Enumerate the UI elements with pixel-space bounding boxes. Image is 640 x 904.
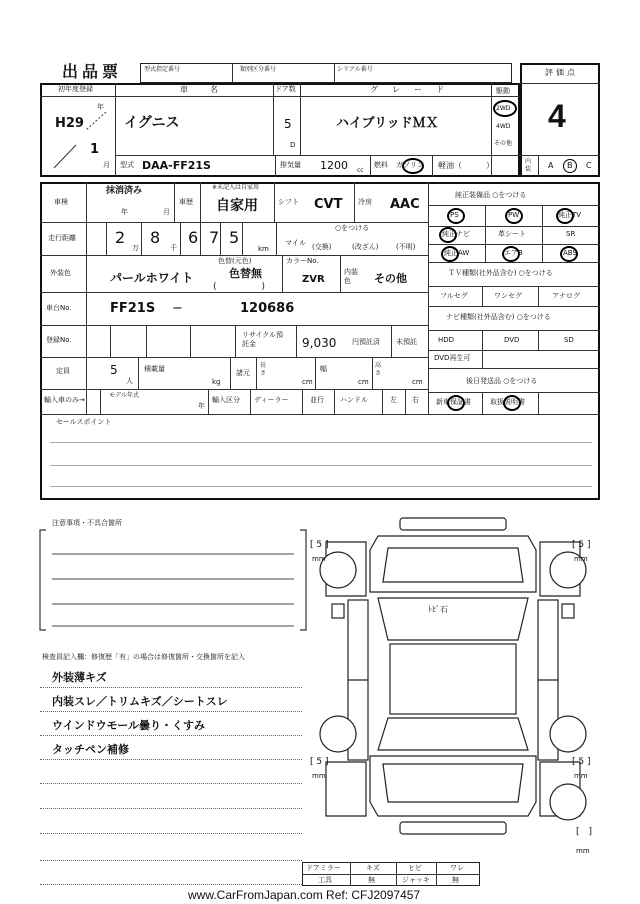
inspector-label: 検査員記入欄：修復歴「有」の場合は修復箇所・交換箇所を記入 xyxy=(42,653,245,661)
drive-other: その他 xyxy=(494,140,513,147)
capacity-unit: 人 xyxy=(126,377,133,385)
navi-hdd: HDD xyxy=(438,336,455,344)
interior-b: B xyxy=(567,161,573,170)
rear-glass xyxy=(378,718,528,750)
repaint-value: 色替無 xyxy=(229,267,262,280)
equipment-title: 純正装備品 ○をつける xyxy=(455,191,527,199)
later-manual-circle xyxy=(503,395,521,411)
repaint-label: 色替(元色) xyxy=(218,257,252,265)
rear-bumper xyxy=(400,822,506,834)
displacement-label: 排気量 xyxy=(280,161,301,169)
hood xyxy=(370,536,536,592)
recycle-label xyxy=(242,331,290,349)
color-no-label: カラーNo. xyxy=(286,257,319,265)
interior-a: A xyxy=(548,161,554,170)
later-warranty-circle xyxy=(447,395,465,411)
tv-title: ＴＶ種類(社外品含む) ○をつける xyxy=(448,269,553,277)
drive-4wd: 4WD xyxy=(496,123,511,130)
chassis-dash: − xyxy=(172,301,183,316)
shift-label: シフト xyxy=(278,198,299,206)
interior-label: 内装 xyxy=(525,158,532,173)
mileage-digit-4: 7 xyxy=(209,228,220,247)
tread-rr: [ 5 ] xyxy=(572,757,591,767)
opt-tamper-text: 改ざん xyxy=(354,243,376,251)
tread-fl-unit: mm xyxy=(312,555,326,563)
tread-rl-value: 5 xyxy=(316,757,323,767)
windshield-note: ﾄﾋﾞ石 xyxy=(428,605,448,614)
parallel-label: 並行 xyxy=(310,396,324,404)
height-cm: cm xyxy=(412,378,423,386)
rating-value: 4 xyxy=(548,98,566,134)
mileage-digit-2: 8 xyxy=(150,228,161,247)
length-cm: cm xyxy=(302,378,313,386)
car-name-value: イグニス xyxy=(124,115,180,131)
year-label: 年 xyxy=(97,103,104,111)
recycle-value: 9,030 xyxy=(302,336,337,350)
month-label: 月 xyxy=(103,161,110,169)
right-label: 右 xyxy=(412,396,419,404)
type-label: 型式 xyxy=(120,161,134,169)
color-value: パールホワイト xyxy=(110,271,194,285)
tread-rl: [ 5 ] xyxy=(310,757,329,767)
shaken-value: 抹消済み xyxy=(106,186,143,196)
tread-fr-unit: mm xyxy=(574,555,588,563)
later-manual: 取扱説明書 xyxy=(490,398,525,406)
recycle-label-text: リサイクル預託金 xyxy=(242,331,284,348)
equip-abs-circle xyxy=(560,246,578,262)
navi-title: ナビ種類(社外品含む) ○をつける xyxy=(446,313,551,321)
color-label: 外装色 xyxy=(50,269,71,277)
equip-aw: 純正AW xyxy=(444,249,470,257)
equip-aw-circle xyxy=(441,246,459,262)
tire-rear-right xyxy=(550,716,586,752)
load-label: 積載量 xyxy=(144,365,165,373)
width-label: 幅 xyxy=(320,365,327,373)
grade-label: グ レ ー ド xyxy=(370,85,447,94)
first-reg-label: 初年度登録 xyxy=(58,85,93,93)
trunk xyxy=(370,756,536,816)
model-designation-label: 型式指定番号 xyxy=(144,66,181,73)
mileage-unit: km xyxy=(258,245,269,253)
length-label: 長さ xyxy=(260,362,267,377)
tread-rr-unit: mm xyxy=(574,772,588,780)
import-label: 輸入車のみ→ xyxy=(44,396,85,404)
recycle-unit: 円預託済 xyxy=(352,338,380,346)
tread-fr: [ 5 ] xyxy=(572,540,591,550)
interior-b-circle xyxy=(563,159,577,173)
opt-tamper: (改ざん) xyxy=(352,243,379,251)
tread-fr-value: 5 xyxy=(578,540,585,550)
opt-unknown-text: 不明 xyxy=(398,243,413,251)
dims-label: 諸元 xyxy=(236,369,250,377)
load-unit: kg xyxy=(212,378,221,386)
first-reg-year: H29 xyxy=(55,116,84,131)
missing-r2: 無 xyxy=(368,876,375,884)
door-value: 5 xyxy=(284,117,292,131)
history-value: 自家用 xyxy=(216,198,258,214)
dvd-label: DVD再生可 xyxy=(434,354,471,362)
type-value: DAA-FF21S xyxy=(142,159,211,172)
ac-label: 冷房 xyxy=(358,198,372,206)
history-note: ※未記入は自家用 xyxy=(212,184,260,191)
color-no-value: ZVR xyxy=(302,274,325,285)
reg-no-label: 登録No. xyxy=(46,336,72,344)
equip-pw: PW xyxy=(508,211,520,219)
equip-airbag-circle xyxy=(502,246,520,262)
mileage-label: 走行距離 xyxy=(48,234,76,242)
class-number-label: 類別区分番号 xyxy=(240,66,277,73)
tread-fl-value: 5 xyxy=(316,540,323,550)
missing-r3: ジャッキ xyxy=(402,876,430,884)
serial-label: シリアル番号 xyxy=(337,66,373,73)
missing-h1: ドアミラー xyxy=(306,864,341,872)
watermark: www.CarFromJapan.com Ref: CFJ2097457 xyxy=(188,888,421,902)
door-label: ドア数 xyxy=(275,85,296,93)
equip-navi: 純正ナビ xyxy=(442,230,470,238)
sales-point-label: セールスポイント xyxy=(56,418,112,426)
navi-dvd: DVD xyxy=(504,336,520,344)
displacement-unit: cc xyxy=(357,167,364,174)
import-class-label: 輸入区分 xyxy=(212,396,240,404)
fuel-label: 燃料 xyxy=(374,161,388,169)
opt-exchange-text: 交換 xyxy=(314,243,329,251)
equip-tv: 純正TV xyxy=(558,211,582,219)
interior-color-label: 内装色 xyxy=(344,268,358,285)
tv-fullseg: フルセグ xyxy=(440,292,468,300)
tv-analog: アナログ xyxy=(552,292,580,300)
shaken-year: 年 xyxy=(121,208,128,216)
tire-rear-left xyxy=(320,716,356,752)
shaken-month: 月 xyxy=(163,208,170,216)
sheet-title: 出品票 xyxy=(62,62,123,81)
height-label: 高さ xyxy=(375,362,382,377)
tv-oneseg: ワンセグ xyxy=(494,292,522,300)
equip-leather: 革シート xyxy=(498,230,526,238)
note-item-1: 外装薄キズ xyxy=(52,671,107,684)
car-name-label: 車 名 xyxy=(180,85,220,94)
drive-2wd: 2WD xyxy=(496,105,511,112)
model-year-unit: 年 xyxy=(198,402,205,410)
chassis-prefix: FF21S xyxy=(110,301,156,316)
mileage-sen: 千 xyxy=(170,244,177,252)
note-item-3: ウインドウモール曇り・くすみ xyxy=(52,719,206,732)
date-slash xyxy=(48,100,110,172)
width-cm: cm xyxy=(358,378,369,386)
fuel-light-oil: 軽油（ ） xyxy=(438,161,494,170)
equip-abs: ABS xyxy=(563,249,577,257)
equip-tv-circle xyxy=(556,208,574,224)
shaken-label: 車検 xyxy=(54,198,68,206)
missing-h4: ワレ xyxy=(450,864,464,872)
grade-value: ハイブリッドＭＸ xyxy=(336,116,439,131)
recycle-status: 未預託 xyxy=(396,338,417,346)
note-item-2: 内装スレ／トリムキズ／シートスレ xyxy=(52,695,228,708)
opt-unknown: (不明) xyxy=(396,243,416,251)
designation-box xyxy=(140,63,512,83)
front-bumper xyxy=(400,518,506,530)
notes-label: 注意事項・不具合箇所 xyxy=(52,519,122,527)
notes-bracket xyxy=(38,524,308,636)
note-item-4: タッチペン補修 xyxy=(52,743,129,756)
tread-fl: [ 5 ] xyxy=(310,540,329,550)
missing-r4: 無 xyxy=(452,876,459,884)
mileage-digit-1: 2 xyxy=(115,228,126,247)
shift-value: CVT xyxy=(314,197,343,212)
navi-sd: SD xyxy=(564,336,574,344)
equip-navi-circle xyxy=(439,227,457,243)
chassis-number: 120686 xyxy=(240,301,295,316)
interior-color-value: その他 xyxy=(374,272,407,285)
roof xyxy=(390,644,516,714)
fuel-circle xyxy=(402,158,424,174)
capacity-value: 5 xyxy=(110,363,118,377)
circle-note: ○をつける xyxy=(335,224,370,232)
handle-label: ハンドル xyxy=(340,396,368,404)
equip-ps-circle xyxy=(447,208,465,224)
dealer-label: ディーラー xyxy=(254,396,289,404)
interior-c: C xyxy=(586,161,592,170)
door-unit: D xyxy=(290,141,296,149)
tread-rl-unit: mm xyxy=(312,772,326,780)
tire-spare xyxy=(550,784,586,820)
fuel-value: ガソリン xyxy=(396,161,424,169)
equip-sr: SR xyxy=(566,230,576,238)
capacity-label: 定員 xyxy=(56,367,70,375)
model-year-label: モデル年式 xyxy=(109,392,139,399)
later-title: 後日発送品 ○をつける xyxy=(466,377,538,385)
windshield xyxy=(378,598,528,640)
left-label: 左 xyxy=(390,396,397,404)
equip-ps: PS xyxy=(450,211,459,219)
repaint-parens: ( ) xyxy=(213,282,266,292)
ac-value: AAC xyxy=(390,197,420,212)
first-reg-month: 1 xyxy=(90,142,100,157)
drive-2wd-circle xyxy=(493,100,517,117)
missing-h3: ヒビ xyxy=(408,864,422,872)
missing-r1: 工具 xyxy=(318,876,332,884)
mileage-digit-5: 5 xyxy=(229,228,240,247)
equip-airbag: エアB xyxy=(504,249,523,257)
displacement-value: 1200 xyxy=(320,159,348,172)
rating-label: 評価点 xyxy=(545,68,578,77)
later-warranty: 新車保証書 xyxy=(436,398,471,406)
missing-h2: キズ xyxy=(366,864,380,872)
chassis-label: 車台No. xyxy=(46,304,72,312)
opt-exchange: (交換) xyxy=(312,243,332,251)
tread-spare: [ ] xyxy=(576,827,593,837)
mileage-man: 万 xyxy=(132,244,139,252)
history-label: 車歴 xyxy=(179,198,193,206)
mileage-digit-3: 6 xyxy=(188,228,199,247)
tread-spare-unit: mm xyxy=(576,847,590,855)
mile-label: マイル xyxy=(285,239,306,247)
equip-pw-circle xyxy=(505,208,523,224)
drive-label: 駆動 xyxy=(496,87,510,95)
car-diagram xyxy=(318,512,591,882)
tread-rr-value: 5 xyxy=(578,757,585,767)
